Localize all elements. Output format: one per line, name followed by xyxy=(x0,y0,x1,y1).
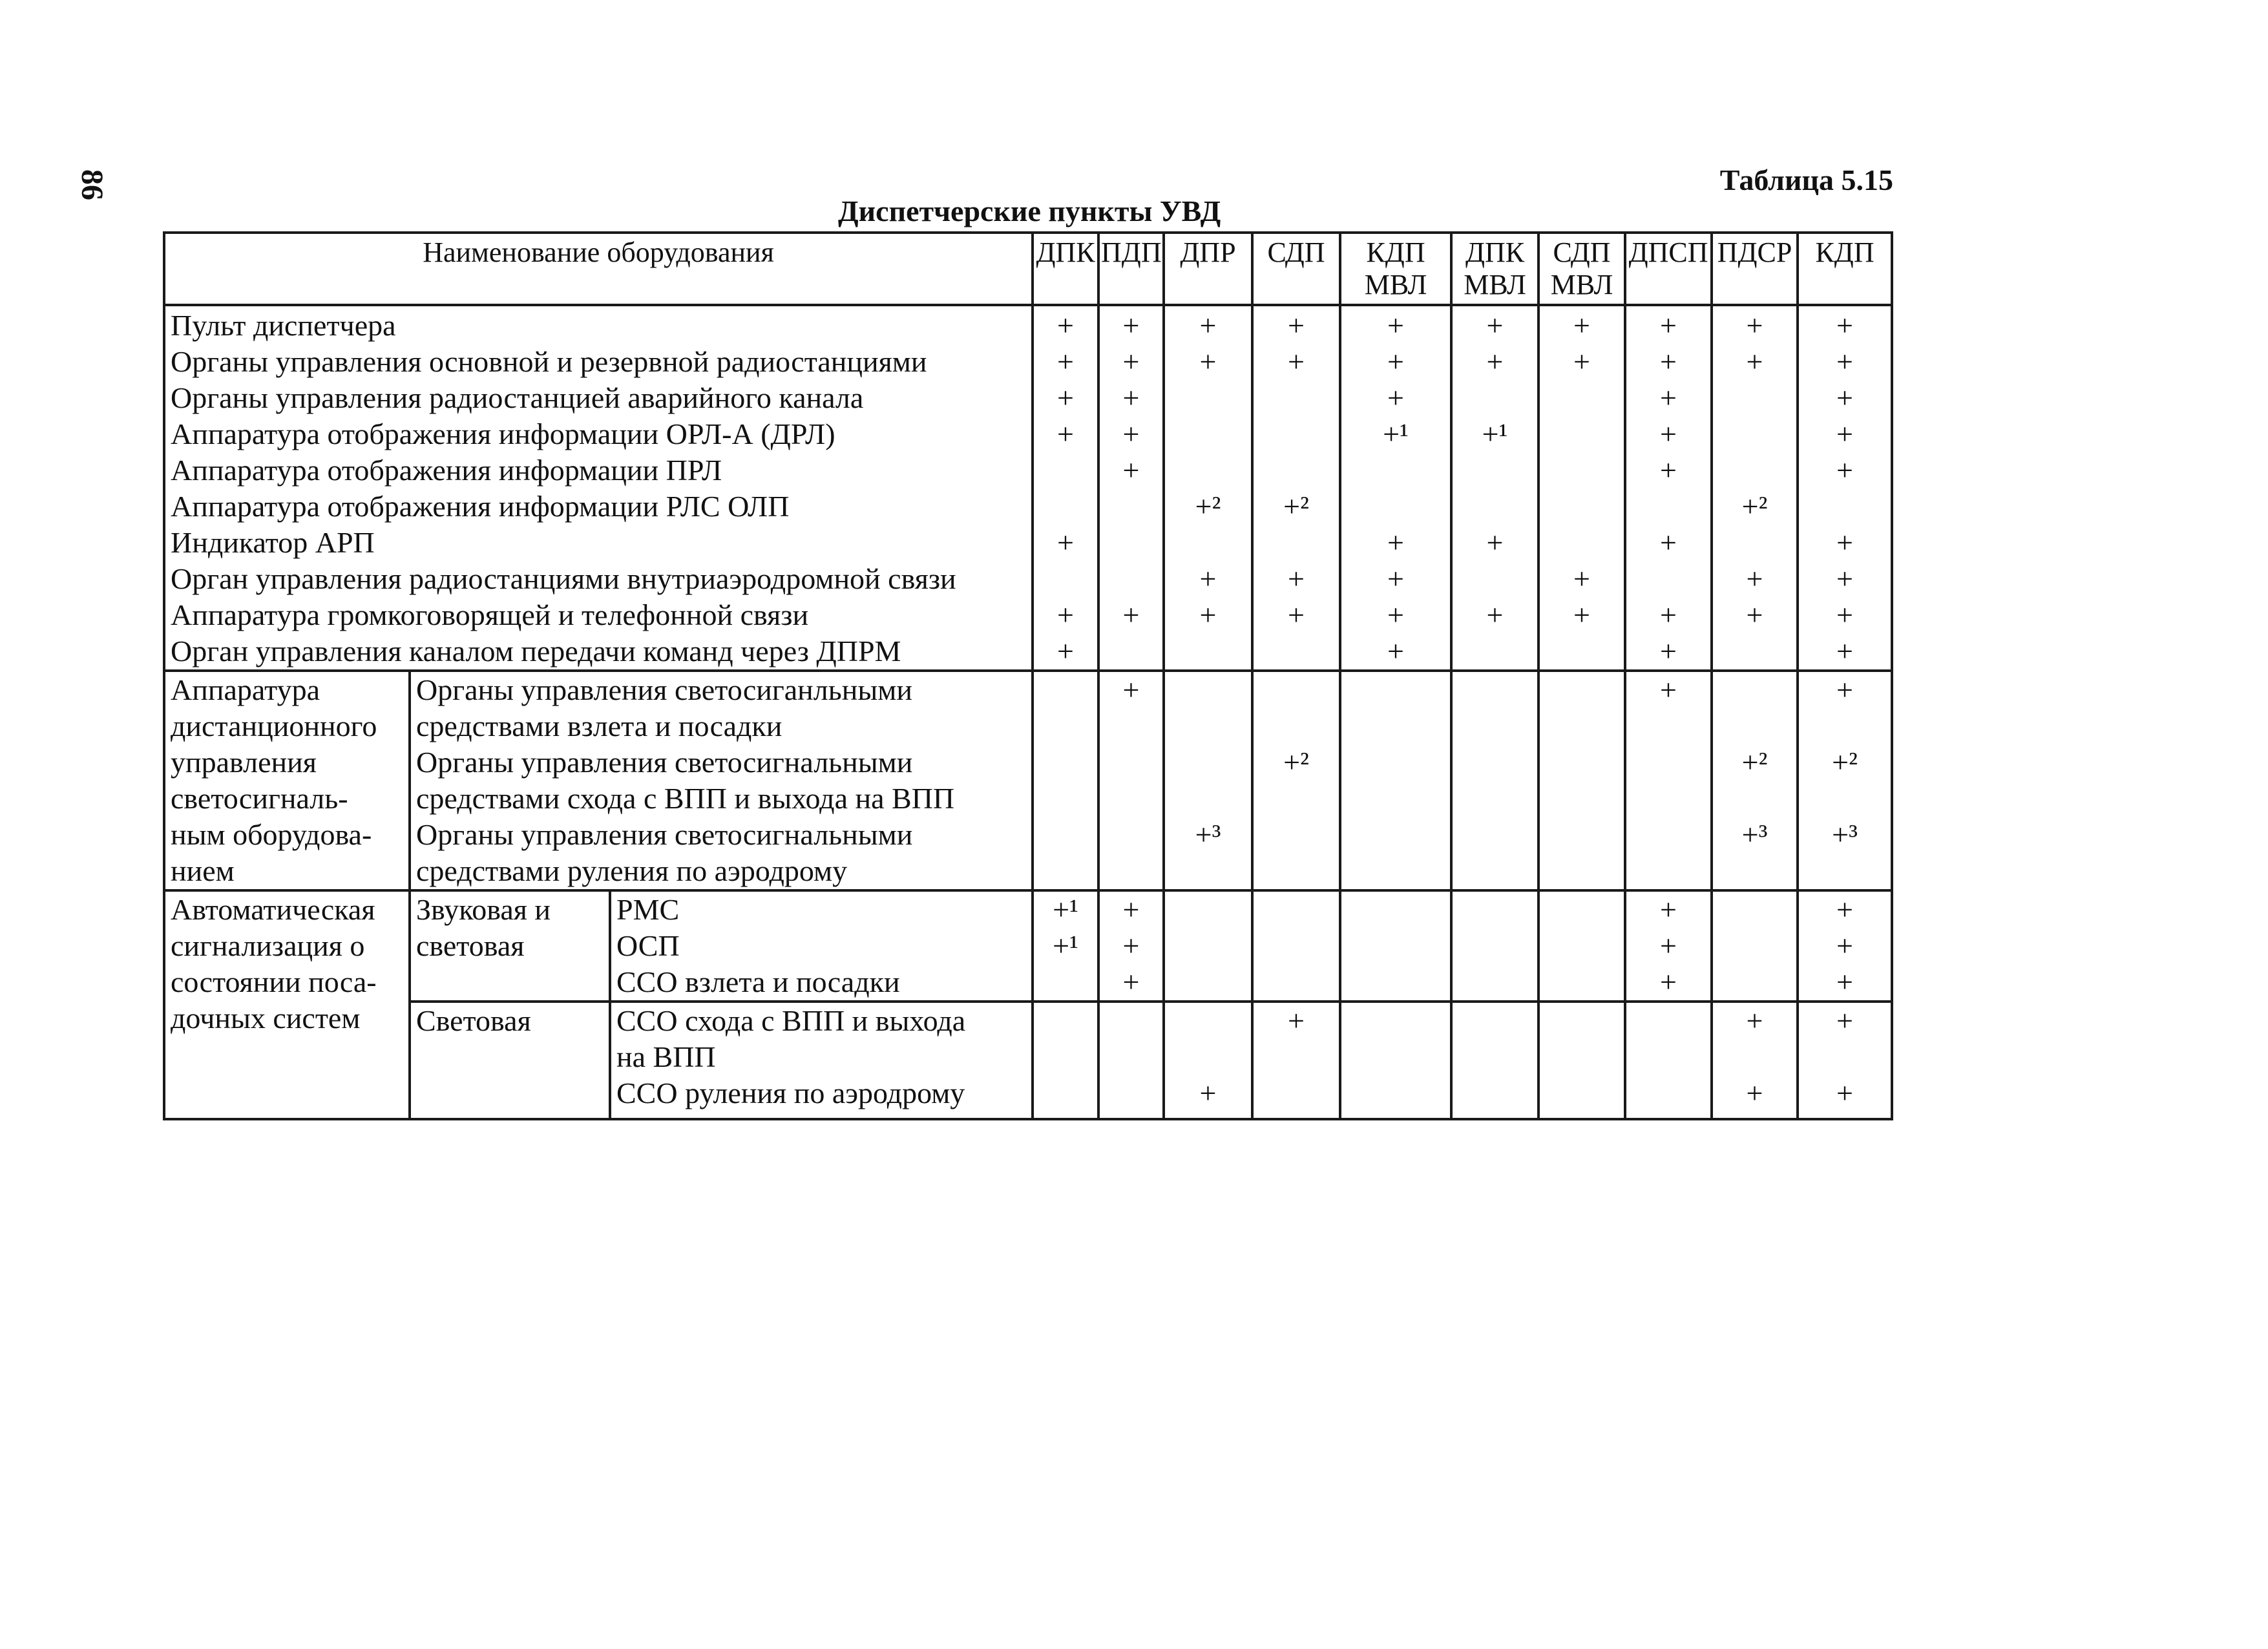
mark-cell: + xyxy=(1625,633,1712,671)
mark-cell xyxy=(1164,671,1252,744)
mark-cell: + xyxy=(1252,597,1340,633)
mark-cell xyxy=(1625,744,1712,817)
mark-cell xyxy=(1538,744,1625,817)
item-line: средствами взлета и посадки xyxy=(416,709,782,742)
header-col: СДП МВЛ xyxy=(1538,233,1625,305)
item-line: Органы управления светосиганльными xyxy=(416,673,912,706)
mark-cell: + xyxy=(1798,525,1892,561)
mark-cell xyxy=(1625,817,1712,890)
mark-cell xyxy=(1098,817,1164,890)
mark-cell xyxy=(1098,525,1164,561)
mark-cell: + xyxy=(1798,890,1892,928)
equipment-name: Индикатор АРП xyxy=(164,525,1033,561)
mark-cell: + xyxy=(1712,344,1798,380)
mark-cell xyxy=(1340,964,1451,1002)
mark-cell xyxy=(1625,1002,1712,1075)
table-row xyxy=(164,890,1892,928)
mark-cell xyxy=(1712,525,1798,561)
mark-cell xyxy=(1164,928,1252,964)
header-row xyxy=(164,233,1892,305)
table-row xyxy=(164,344,1892,380)
mark-cell: + xyxy=(1712,305,1798,344)
mark-cell xyxy=(1033,1075,1098,1119)
subgroup-label-line: световая xyxy=(416,929,525,962)
mark-cell xyxy=(1033,1002,1098,1075)
mark-cell xyxy=(1451,380,1538,416)
mark-cell: + xyxy=(1798,928,1892,964)
table-row xyxy=(164,305,1892,344)
mark-cell: + xyxy=(1340,344,1451,380)
item-line: средствами руления по аэродрому xyxy=(416,854,848,887)
table-row xyxy=(164,817,1892,890)
mark-cell xyxy=(1625,1075,1712,1119)
mark-cell: + xyxy=(1625,525,1712,561)
mark-cell: + xyxy=(1164,344,1252,380)
mark-cell xyxy=(1451,671,1538,744)
mark-cell: + xyxy=(1451,344,1538,380)
mark-cell: + xyxy=(1538,597,1625,633)
mark-cell: + xyxy=(1798,305,1892,344)
mark-cell: + xyxy=(1798,1002,1892,1075)
mark-cell: +³ xyxy=(1164,817,1252,890)
mark-cell xyxy=(1538,671,1625,744)
mark-cell: + xyxy=(1340,525,1451,561)
mark-cell: +² xyxy=(1252,744,1340,817)
mark-cell: + xyxy=(1538,561,1625,597)
mark-cell: + xyxy=(1798,561,1892,597)
mark-cell: + xyxy=(1340,380,1451,416)
mark-cell xyxy=(1252,817,1340,890)
item-name xyxy=(410,671,1033,744)
mark-cell: + xyxy=(1033,380,1098,416)
mark-cell xyxy=(1712,380,1798,416)
mark-cell: + xyxy=(1712,597,1798,633)
mark-cell xyxy=(1252,671,1340,744)
header-col: ДПК xyxy=(1033,233,1098,305)
mark-cell xyxy=(1538,890,1625,928)
mark-cell: + xyxy=(1798,633,1892,671)
mark-cell xyxy=(1712,416,1798,452)
mark-cell: + xyxy=(1538,305,1625,344)
subgroup-label-line: Звуковая и xyxy=(416,893,551,926)
mark-cell: + xyxy=(1033,525,1098,561)
mark-cell xyxy=(1252,928,1340,964)
subgroup-label: Световая xyxy=(410,1002,610,1119)
mark-cell xyxy=(1798,488,1892,525)
table-title: Диспетчерские пункты УВД xyxy=(838,194,1221,227)
mark-cell xyxy=(1164,416,1252,452)
table-row xyxy=(164,380,1892,416)
mark-cell: + xyxy=(1451,305,1538,344)
mark-cell: + xyxy=(1798,964,1892,1002)
mark-cell xyxy=(1033,488,1098,525)
mark-cell: + xyxy=(1798,1075,1892,1119)
equipment-name: Орган управления каналом передачи команд через ДПРМ xyxy=(164,633,1033,671)
mark-cell xyxy=(1098,633,1164,671)
mark-cell xyxy=(1538,1075,1625,1119)
mark-cell: + xyxy=(1625,305,1712,344)
mark-cell: +² xyxy=(1164,488,1252,525)
item-name: ССО взлета и посадки xyxy=(610,964,1033,1002)
equipment-name: Органы управления радиостанцией аварийного канала xyxy=(164,380,1033,416)
mark-cell xyxy=(1538,488,1625,525)
mark-cell: + xyxy=(1625,890,1712,928)
group-label-line: ным оборудова- xyxy=(171,818,372,851)
table-row xyxy=(164,488,1892,525)
mark-cell: + xyxy=(1098,671,1164,744)
mark-cell: + xyxy=(1625,928,1712,964)
mark-cell xyxy=(1340,1002,1451,1075)
table-row xyxy=(164,744,1892,817)
mark-cell: + xyxy=(1033,344,1098,380)
mark-cell: + xyxy=(1164,561,1252,597)
mark-cell: + xyxy=(1033,305,1098,344)
equipment-name: Пульт диспетчера xyxy=(164,305,1033,344)
mark-cell xyxy=(1033,452,1098,488)
header-col: ПДСР xyxy=(1712,233,1798,305)
mark-cell xyxy=(1098,488,1164,525)
mark-cell xyxy=(1164,452,1252,488)
equipment-name: Орган управления радиостанциями внутриаэродромной связи xyxy=(164,561,1033,597)
mark-cell: +² xyxy=(1712,744,1798,817)
equipment-name: Аппаратура отображения информации ОРЛ-А (ДРЛ) xyxy=(164,416,1033,452)
item-line: Органы управления светосигнальными xyxy=(416,746,913,779)
equipment-table xyxy=(163,231,1893,1120)
item-line: на ВПП xyxy=(616,1040,716,1073)
mark-cell: + xyxy=(1798,380,1892,416)
mark-cell xyxy=(1538,928,1625,964)
table-row xyxy=(164,416,1892,452)
item-name xyxy=(610,1002,1033,1075)
mark-cell xyxy=(1538,380,1625,416)
mark-cell: + xyxy=(1798,344,1892,380)
group-label xyxy=(164,890,410,1119)
mark-cell xyxy=(1164,633,1252,671)
mark-cell: +² xyxy=(1252,488,1340,525)
mark-cell: + xyxy=(1164,597,1252,633)
mark-cell xyxy=(1098,1075,1164,1119)
equipment-name: Аппаратура громкоговорящей и телефонной связи xyxy=(164,597,1033,633)
mark-cell xyxy=(1538,525,1625,561)
mark-cell xyxy=(1451,964,1538,1002)
mark-cell xyxy=(1164,964,1252,1002)
item-line: Органы управления светосигнальными xyxy=(416,818,913,851)
mark-cell xyxy=(1340,1075,1451,1119)
mark-cell xyxy=(1625,488,1712,525)
mark-cell: + xyxy=(1098,344,1164,380)
mark-cell xyxy=(1538,964,1625,1002)
mark-cell xyxy=(1252,416,1340,452)
table-row xyxy=(164,597,1892,633)
mark-cell: + xyxy=(1340,305,1451,344)
mark-cell: +¹ xyxy=(1451,416,1538,452)
mark-cell xyxy=(1252,452,1340,488)
mark-cell: + xyxy=(1798,452,1892,488)
mark-cell: + xyxy=(1098,305,1164,344)
mark-cell xyxy=(1252,525,1340,561)
mark-cell xyxy=(1340,890,1451,928)
mark-cell: + xyxy=(1098,380,1164,416)
remote-control-group xyxy=(164,671,1892,890)
mark-cell xyxy=(1712,928,1798,964)
mark-cell: + xyxy=(1098,597,1164,633)
mark-cell: + xyxy=(1798,671,1892,744)
mark-cell xyxy=(1164,890,1252,928)
mark-cell xyxy=(1340,744,1451,817)
mark-cell: + xyxy=(1712,561,1798,597)
item-name: ССО руления по аэродрому xyxy=(610,1075,1033,1119)
group-label-line: состоянии поса- xyxy=(171,965,377,998)
mark-cell: +¹ xyxy=(1340,416,1451,452)
equipment-name: Аппаратура отображения информации РЛС ОЛП xyxy=(164,488,1033,525)
mark-cell xyxy=(1340,928,1451,964)
mark-cell xyxy=(1340,671,1451,744)
item-line: средствами схода с ВПП и выхода на ВПП xyxy=(416,782,955,815)
mark-cell xyxy=(1712,890,1798,928)
header-col: ДПК МВЛ xyxy=(1451,233,1538,305)
mark-cell xyxy=(1451,488,1538,525)
mark-cell: + xyxy=(1164,1075,1252,1119)
mark-cell: + xyxy=(1712,1075,1798,1119)
mark-cell xyxy=(1712,671,1798,744)
mark-cell xyxy=(1451,890,1538,928)
equipment-name: Аппаратура отображения информации ПРЛ xyxy=(164,452,1033,488)
group-label-line: Аппаратура xyxy=(171,673,320,706)
mark-cell: +³ xyxy=(1798,817,1892,890)
mark-cell xyxy=(1033,671,1098,744)
mark-cell xyxy=(1451,1002,1538,1075)
mark-cell: + xyxy=(1252,561,1340,597)
header-col: ПДП xyxy=(1098,233,1164,305)
table-row xyxy=(164,452,1892,488)
mark-cell: +² xyxy=(1798,744,1892,817)
mark-cell: + xyxy=(1625,671,1712,744)
mark-cell xyxy=(1252,1075,1340,1119)
mark-cell: + xyxy=(1340,633,1451,671)
mark-cell xyxy=(1538,633,1625,671)
mark-cell xyxy=(1340,488,1451,525)
mark-cell: + xyxy=(1538,344,1625,380)
mark-cell: + xyxy=(1625,380,1712,416)
mark-cell: + xyxy=(1164,305,1252,344)
table-row xyxy=(164,633,1892,671)
table-caption: Таблица 5.15 xyxy=(1719,163,1893,196)
mark-cell: + xyxy=(1033,416,1098,452)
mark-cell xyxy=(1451,561,1538,597)
table-row xyxy=(164,561,1892,597)
item-name xyxy=(410,817,1033,890)
mark-cell: + xyxy=(1625,452,1712,488)
mark-cell xyxy=(1252,890,1340,928)
mark-cell xyxy=(1538,416,1625,452)
header-col: ДПСП xyxy=(1625,233,1712,305)
mark-cell xyxy=(1538,1002,1625,1075)
mark-cell xyxy=(1451,928,1538,964)
mark-cell: + xyxy=(1340,561,1451,597)
item-name xyxy=(410,744,1033,817)
item-name: ОСП xyxy=(610,928,1033,964)
group-label-line: дочных систем xyxy=(171,1002,361,1035)
mark-cell xyxy=(1098,744,1164,817)
item-name: РМС xyxy=(610,890,1033,928)
mark-cell: + xyxy=(1625,416,1712,452)
mark-cell: + xyxy=(1033,597,1098,633)
mark-cell xyxy=(1252,380,1340,416)
auto-signal-group xyxy=(164,890,1892,1119)
mark-cell xyxy=(1164,1002,1252,1075)
table-row xyxy=(164,1002,1892,1075)
group-label-line: управления xyxy=(171,746,317,779)
mark-cell: +³ xyxy=(1712,817,1798,890)
mark-cell xyxy=(1164,380,1252,416)
mark-cell xyxy=(1451,452,1538,488)
mark-cell: +² xyxy=(1712,488,1798,525)
header-equipment: Наименование оборудования xyxy=(164,233,1033,305)
mark-cell: + xyxy=(1798,597,1892,633)
mark-cell xyxy=(1451,633,1538,671)
mark-cell: +¹ xyxy=(1033,928,1098,964)
mark-cell: + xyxy=(1033,633,1098,671)
mark-cell xyxy=(1098,1002,1164,1075)
item-line: ССО схода с ВПП и выхода xyxy=(616,1004,966,1037)
mark-cell xyxy=(1538,452,1625,488)
mark-cell xyxy=(1451,744,1538,817)
mark-cell: + xyxy=(1798,416,1892,452)
mark-cell xyxy=(1625,561,1712,597)
mark-cell: + xyxy=(1098,452,1164,488)
header-col: КДП МВЛ xyxy=(1340,233,1451,305)
mark-cell xyxy=(1712,964,1798,1002)
subgroup-label xyxy=(410,890,610,1002)
mark-cell xyxy=(1164,525,1252,561)
header-col: ДПР xyxy=(1164,233,1252,305)
header-col: КДП xyxy=(1798,233,1892,305)
mark-cell xyxy=(1098,561,1164,597)
mark-cell: + xyxy=(1451,597,1538,633)
mark-cell: + xyxy=(1625,597,1712,633)
mark-cell: + xyxy=(1712,1002,1798,1075)
header-col: СДП xyxy=(1252,233,1340,305)
table-row xyxy=(164,671,1892,744)
group-label-line: сигнализация о xyxy=(171,929,365,962)
mark-cell: +¹ xyxy=(1033,890,1098,928)
mark-cell: + xyxy=(1625,344,1712,380)
mark-cell xyxy=(1712,633,1798,671)
mark-cell: + xyxy=(1098,890,1164,928)
mark-cell xyxy=(1451,817,1538,890)
mark-cell xyxy=(1340,817,1451,890)
group-label-line: Автоматическая xyxy=(171,893,375,926)
mark-cell xyxy=(1033,561,1098,597)
mark-cell: + xyxy=(1340,597,1451,633)
page-number: 86 xyxy=(75,169,109,200)
group-label-line: светосигналь- xyxy=(171,782,348,815)
mark-cell xyxy=(1712,452,1798,488)
mark-cell: + xyxy=(1625,964,1712,1002)
table-row xyxy=(164,525,1892,561)
mark-cell xyxy=(1033,817,1098,890)
mark-cell xyxy=(1252,633,1340,671)
mark-cell xyxy=(1252,964,1340,1002)
mark-cell: + xyxy=(1098,928,1164,964)
mark-cell xyxy=(1340,452,1451,488)
mark-cell: + xyxy=(1252,344,1340,380)
mark-cell: + xyxy=(1098,416,1164,452)
mark-cell xyxy=(1451,1075,1538,1119)
mark-cell: + xyxy=(1451,525,1538,561)
group-label-line: нием xyxy=(171,854,235,887)
equipment-name: Органы управления основной и резервной радиостанциями xyxy=(164,344,1033,380)
mark-cell: + xyxy=(1252,1002,1340,1075)
mark-cell: + xyxy=(1252,305,1340,344)
group-label xyxy=(164,671,410,890)
mark-cell xyxy=(1033,964,1098,1002)
mark-cell xyxy=(1164,744,1252,817)
mark-cell xyxy=(1538,817,1625,890)
simple-rows xyxy=(164,305,1892,671)
group-label-line: дистанционного xyxy=(171,709,377,742)
mark-cell: + xyxy=(1098,964,1164,1002)
mark-cell xyxy=(1033,744,1098,817)
